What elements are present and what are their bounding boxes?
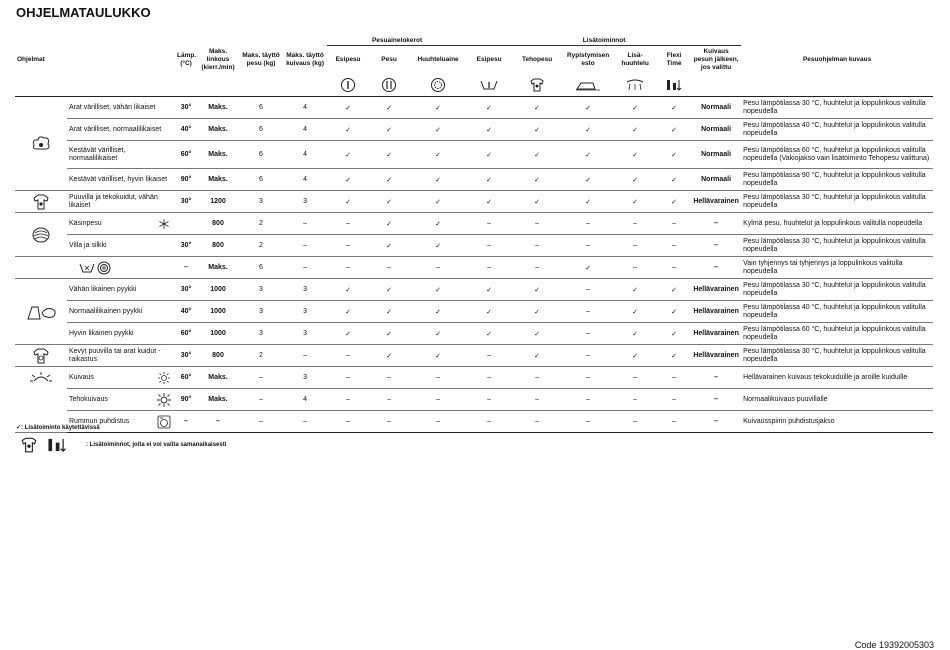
softener-compartment-icon: [430, 77, 446, 93]
program-name: Vähän likainen pyykki: [67, 279, 175, 301]
program-name: Normaalilikainen pyykki: [67, 301, 175, 323]
program-name: Arat värilliset, vähän likaiset: [67, 97, 175, 119]
mixed-laundry-icon: [24, 303, 58, 321]
gentle-dry-icon: [156, 371, 172, 385]
intensive-dry-icon: [155, 392, 173, 408]
refresh-shirt-icon: [30, 347, 52, 365]
program-table: Pesuainelokerot Lisätoiminnot Ohjelmat Lämp. (°C) Maks. linkous (kierr./min) Maks. täyttö pesu (kg) Maks. täyttö kuivaus (kg) Esipesu Pesu Huuhteluaine Esipesu Tehopesu Rypistymisen esto Lisä-huuhtelu Flexi Time Kuivaus pesun jälkeen, jos valittu Pesuohjelman kuvaus Arat värilliset, vähän likaiset 30° Maks. 6 4 ✓ ✓ ✓ ✓ ✓ ✓ ✓ ✓ Normaali Pesu lämpötilassa 30 °C, huuhtelut ja loppulinkous valitulla nopeudella Arat värilliset, normaalilikaiset 40° Maks. 6 4 ✓ ✓ ✓ ✓ ✓ ✓ ✓ ✓ Normaali Pesu lämpötilassa 40 °C, huuhtelut ja loppulinkous valitulla nopeudella Kestävät värilliset, normaalilikaiset 60° Maks. 6 4 ✓ ✓ ✓ ✓ ✓ ✓ ✓ ✓ Normaali Pesu lämpötilassa 60 °C, huuhtelut ja loppulinkous valitulla nopeudella (Vakiojakso vain lisätoiminto Tehopesu valittuna) Kestävät värilliset, hyvin likaiset 90° Maks. 6 4 ✓ ✓ ✓ ✓ ✓ ✓ ✓ ✓ Normaali Pesu lämpötilassa 90 °C, huuhtelut ja loppulinkous valitulla nopeudella Puuvilla ja tekokuidut, vähän likaiset 30° 1200 3 3 ✓ ✓ ✓ ✓ ✓ ✓ ✓ ✓ Hellävarainen Pesu lämpötilassa 30 °C, huuhtelut ja loppulinkous valitulla nopeudella Käsinpesu 800 2 – – ✓ ✓ – – – – – – Kylmä pesu, huuhtelut ja loppulinkous valitulla nopeudella Villa ja silkki 30° 800 2 – – ✓ ✓ – – – – – – Pesu lämpötilassa 30 °C, huuhtelut ja loppulinkous valitulla nopeudella – Maks. 6 – – – – – – ✓ – – – Vain tyhjennys tai tyhjennys ja loppulinkous valitulla nopeudella Vähän likainen pyykki 30° 1000 3 3 ✓ ✓ ✓ ✓ ✓ – ✓ ✓ Hellävarainen Pesu lämpötilassa 30 °C, huuhtelut ja loppulinkous valitulla nopeudella Normaalilikainen pyykki 40° 1000 3 3 ✓ ✓ ✓ ✓ ✓ – ✓ ✓ Hellävarainen Pesu lämpötilassa 40 °C, huuhtelut ja loppulinkous valitulla nopeudella Hyvin likainen pyykki 60° 1000 3 3 ✓ ✓ ✓ ✓ ✓ – ✓ ✓ Hellävarainen Pesu lämpötilassa 60 °C, huuhtelut ja loppulinkous valitulla nopeudella Kevyt puuvilla tai arat kuidut - raikastus 30° 800 2 – – ✓ ✓ – ✓ – ✓ ✓ Hellävarainen Pesu lämpötilassa 30 °C, huuhtelut ja loppulinkous valitulla nopeudella Kuivaus 60° Maks. – 3 – – – – – – – – – Hellävarainen kuivaus tekokuiduille ja aroille kuiduille Tehokuivaus 90° Maks. – 4 – – – – – – – – – Normaalikuivaus puuvillalle Rummun puhdistus – – – – – – – – – – – – – Kuivausspiirin puhdistusjakso: [15, 36, 933, 433]
cotton-synthetic-icon: [30, 193, 52, 211]
extra-rinse-icon: [625, 78, 645, 92]
program-name: Arat värilliset, normaalilikaiset: [67, 119, 175, 141]
wool-icon: [30, 226, 52, 244]
opt-antiwrinkle-header: Rypistymisen esto: [566, 52, 610, 67]
opt-extrarinse-header: Lisä-huuhtelu: [621, 52, 649, 67]
program-name: Villa ja silkki: [67, 235, 175, 257]
program-name: Rummun puhdistus: [67, 411, 153, 433]
load-wash-header: Maks. täyttö pesu (kg): [242, 51, 280, 67]
options-group-header: Lisätoiminnot: [467, 36, 741, 46]
load-dry-header: Maks. täyttö kuivaus (kg): [286, 51, 324, 67]
program-name: Kestävät värilliset, normaalilikaiset: [67, 141, 175, 169]
intensive-wash-icon: [528, 77, 546, 93]
opt-dry-header: Kuivaus pesun jälkeen, jos valittu: [693, 48, 739, 71]
program-name: Kevyt puuvilla tai arat kuidut - raikastus: [67, 345, 175, 367]
programs-header: Ohjelmat: [17, 55, 45, 63]
opt-flexi-header: Flexi Time: [666, 52, 682, 67]
det-prewash-header: Esipesu: [335, 56, 361, 63]
prewash-option-icon: [479, 79, 499, 91]
program-name: Kuivaus: [67, 367, 153, 389]
cold-wash-icon: [158, 218, 170, 230]
temp-header: Lämp. (°C): [177, 51, 197, 67]
wash-compartment-icon: [381, 77, 397, 93]
opt-prewash-header: Esipesu: [476, 56, 502, 63]
legend-check-note: ✓: Lisätoiminto käytettävissä: [16, 425, 100, 431]
drying-sun-icon: [28, 371, 54, 385]
prewash-compartment-icon: [340, 77, 356, 93]
description-header: Pesuohjelman kuvaus: [802, 55, 872, 63]
page-title: OHJELMATAULUKKO: [16, 5, 151, 20]
detergent-group-header: Pesuainelokerot: [327, 36, 467, 46]
flexi-time-icon: [46, 436, 68, 454]
intensive-wash-icon: [18, 436, 40, 454]
program-name: Hyvin likainen pyykki: [67, 323, 175, 345]
drum-clean-icon: [156, 414, 172, 430]
program-name: Tehokuivaus: [67, 389, 153, 411]
drain-spin-icon: [78, 260, 112, 276]
iron-icon: [575, 79, 601, 91]
spin-header: Maks. linkous (kierr./min): [201, 47, 235, 71]
opt-intensive-header: Tehopesu: [521, 56, 553, 63]
colored-delicates-icon: [30, 135, 52, 153]
det-softener-header: Huuhteluaine: [417, 56, 459, 63]
document-code: Code 19392005303: [854, 640, 934, 650]
det-wash-header: Pesu: [381, 56, 397, 63]
program-name: Käsinpesu: [67, 213, 153, 235]
flexi-time-icon: [665, 78, 683, 92]
program-name: Puuvilla ja tekokuidut, vähän likaiset: [67, 191, 175, 213]
program-name: Kestävät värilliset, hyvin likaiset: [67, 169, 175, 191]
legend-incompatible-text: : Lisätoiminnot, joita ei voi valita samanaikaisesti: [86, 442, 227, 448]
